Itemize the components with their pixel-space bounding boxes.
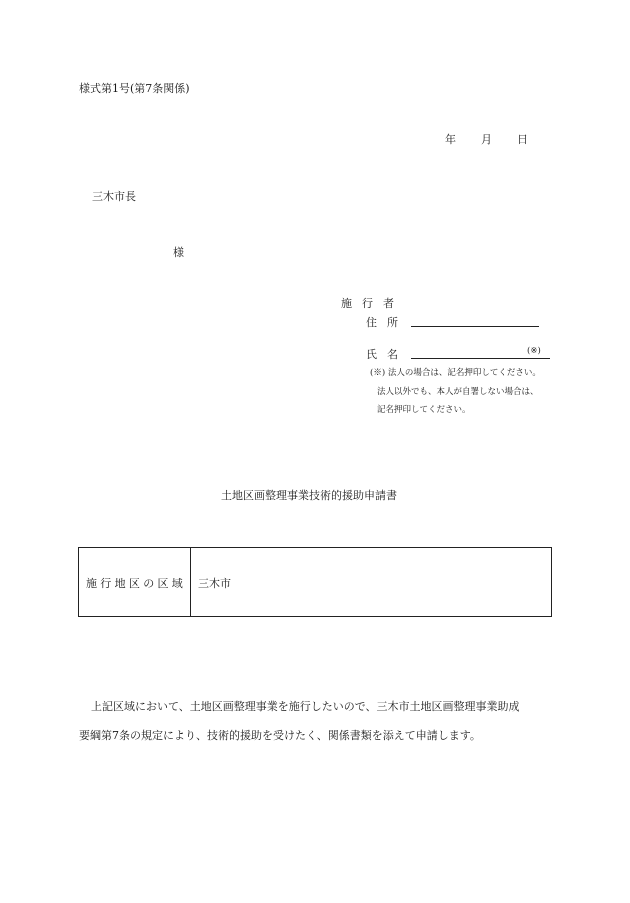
seal-note-line: 記名押印してください。 <box>377 405 471 415</box>
executor-label: 施行者 <box>341 297 404 310</box>
address-label: 住所 <box>366 316 408 329</box>
body-text-line: 要綱第7条の規定により、技術的援助を受けたく、関係書類を添えて申請します。 <box>79 729 481 742</box>
district-label-cell <box>79 548 191 616</box>
name-label: 氏名 <box>366 348 408 361</box>
name-field-line <box>411 358 550 359</box>
addressee-honorific: 様 <box>173 246 184 259</box>
document-title: 土地区画整理事業技術的援助申請書 <box>221 489 397 502</box>
date-day-label: 日 <box>517 133 528 146</box>
seal-note-line: 法人以外でも、本人が自署しない場合は、 <box>377 387 539 397</box>
addressee-name: 三木市長 <box>92 190 136 203</box>
address-field-line <box>411 326 539 327</box>
body-text-line: 上記区域において、土地区画整理事業を施行したいので、三木市土地区画整理事業助成 <box>91 700 520 713</box>
district-value: 三木市 <box>198 577 231 590</box>
date-year-label: 年 <box>445 133 456 146</box>
district-label: 施行地区の区域 <box>86 577 187 590</box>
date-month-label: 月 <box>481 133 492 146</box>
seal-note-line: (※) 法人の場合は、記名押印してください。 <box>370 368 541 378</box>
name-seal-mark: (※) <box>527 346 541 356</box>
form-number: 様式第1号(第7条関係) <box>79 82 190 95</box>
district-table <box>78 547 552 617</box>
